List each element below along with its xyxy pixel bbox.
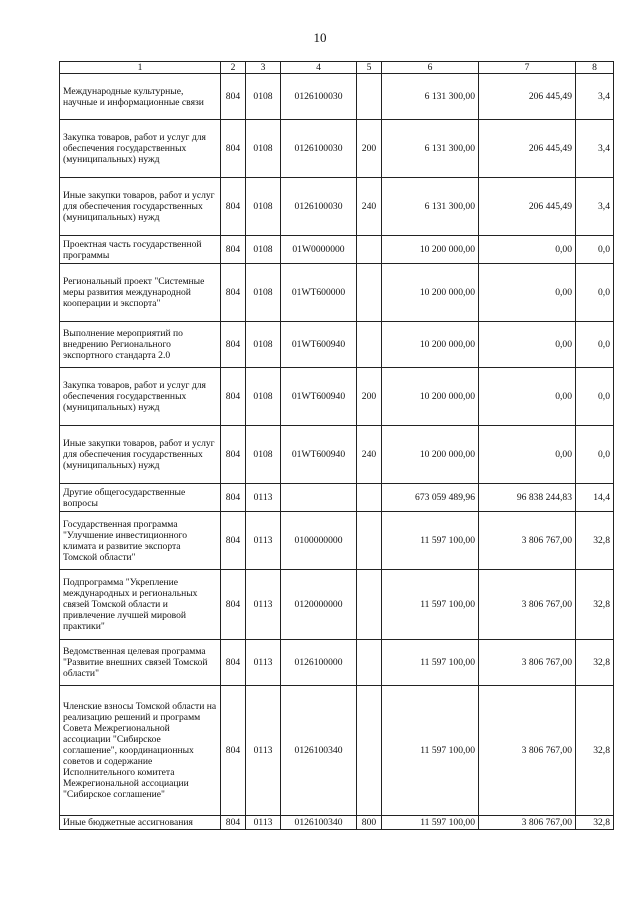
budget-table (59, 61, 614, 830)
row-code-cell: 804 (221, 178, 246, 236)
row-code-cell: 804 (221, 322, 246, 368)
row-target-cell: 0126100340 (281, 686, 357, 816)
row-name-cell: Государственная программа "Улучшение инвестиционного климата и развитие экспорта Томской области" (60, 512, 221, 570)
row-section-cell: 0108 (246, 264, 281, 322)
row-plan-cell: 10 200 000,00 (382, 322, 479, 368)
row-code-cell: 804 (221, 512, 246, 570)
row-plan-cell: 10 200 000,00 (382, 236, 479, 264)
page-number: 10 (313, 30, 327, 45)
table-row (60, 640, 614, 686)
row-section-cell: 0108 (246, 322, 281, 368)
table-row (60, 74, 614, 120)
row-target-cell: 01W0000000 (281, 236, 357, 264)
row-actual-cell: 3 806 767,00 (479, 512, 576, 570)
header-cell: 4 (281, 62, 357, 74)
row-name-cell: Иные закупки товаров, работ и услуг для обеспечения государственных (муниципальных) нужд (60, 178, 221, 236)
row-plan-cell: 10 200 000,00 (382, 426, 479, 484)
row-type-cell (357, 74, 382, 120)
table-row (60, 426, 614, 484)
row-percent-cell: 3,4 (576, 74, 614, 120)
row-target-cell: 0100000000 (281, 512, 357, 570)
row-type-cell (357, 322, 382, 368)
row-name-cell: Международные культурные, научные и информационные связи (60, 74, 221, 120)
row-actual-cell: 206 445,49 (479, 178, 576, 236)
row-actual-cell: 0,00 (479, 264, 576, 322)
row-target-cell: 01WT600000 (281, 264, 357, 322)
row-actual-cell: 3 806 767,00 (479, 570, 576, 640)
row-percent-cell: 14,4 (576, 484, 614, 512)
header-cell: 8 (576, 62, 614, 74)
row-percent-cell: 32,8 (576, 816, 614, 830)
row-name-cell: Региональный проект "Системные меры развития международной кооперации и экспорта" (60, 264, 221, 322)
row-code-cell: 804 (221, 570, 246, 640)
table-row (60, 512, 614, 570)
row-plan-cell: 10 200 000,00 (382, 264, 479, 322)
row-name-cell: Другие общегосударственные вопросы (60, 484, 221, 512)
row-percent-cell: 3,4 (576, 178, 614, 236)
row-section-cell: 0108 (246, 236, 281, 264)
row-actual-cell: 96 838 244,83 (479, 484, 576, 512)
row-section-cell: 0113 (246, 816, 281, 830)
table-row (60, 686, 614, 816)
row-plan-cell: 11 597 100,00 (382, 816, 479, 830)
row-actual-cell: 0,00 (479, 368, 576, 426)
row-actual-cell: 206 445,49 (479, 74, 576, 120)
row-actual-cell: 3 806 767,00 (479, 640, 576, 686)
row-section-cell: 0113 (246, 570, 281, 640)
row-section-cell: 0108 (246, 178, 281, 236)
row-target-cell: 01WT600940 (281, 426, 357, 484)
row-actual-cell: 0,00 (479, 322, 576, 368)
row-target-cell: 01WT600940 (281, 322, 357, 368)
row-type-cell: 200 (357, 368, 382, 426)
row-section-cell: 0113 (246, 512, 281, 570)
row-target-cell (281, 484, 357, 512)
header-cell: 7 (479, 62, 576, 74)
row-plan-cell: 11 597 100,00 (382, 640, 479, 686)
row-code-cell: 804 (221, 74, 246, 120)
table-row (60, 484, 614, 512)
row-percent-cell: 0,0 (576, 426, 614, 484)
row-plan-cell: 6 131 300,00 (382, 120, 479, 178)
table-row (60, 570, 614, 640)
row-code-cell: 804 (221, 120, 246, 178)
row-plan-cell: 6 131 300,00 (382, 178, 479, 236)
row-target-cell: 0126100000 (281, 640, 357, 686)
row-name-cell: Ведомственная целевая программа "Развитие внешних связей Томской области" (60, 640, 221, 686)
row-percent-cell: 0,0 (576, 322, 614, 368)
row-percent-cell: 0,0 (576, 368, 614, 426)
header-cell: 2 (221, 62, 246, 74)
row-code-cell: 804 (221, 816, 246, 830)
row-type-cell: 200 (357, 120, 382, 178)
row-actual-cell: 3 806 767,00 (479, 686, 576, 816)
header-cell: 1 (60, 62, 221, 74)
table-row (60, 120, 614, 178)
row-type-cell (357, 640, 382, 686)
row-percent-cell: 32,8 (576, 570, 614, 640)
row-percent-cell: 32,8 (576, 512, 614, 570)
row-actual-cell: 0,00 (479, 236, 576, 264)
row-target-cell: 0126100030 (281, 178, 357, 236)
row-type-cell: 240 (357, 426, 382, 484)
row-percent-cell: 3,4 (576, 120, 614, 178)
header-cell: 6 (382, 62, 479, 74)
row-target-cell: 0120000000 (281, 570, 357, 640)
row-section-cell: 0108 (246, 426, 281, 484)
row-name-cell: Иные бюджетные ассигнования (60, 816, 221, 830)
row-name-cell: Закупка товаров, работ и услуг для обеспечения государственных (муниципальных) нужд (60, 120, 221, 178)
row-section-cell: 0108 (246, 120, 281, 178)
table-row (60, 178, 614, 236)
row-section-cell: 0113 (246, 640, 281, 686)
row-type-cell (357, 484, 382, 512)
row-type-cell: 800 (357, 816, 382, 830)
row-actual-cell: 0,00 (479, 426, 576, 484)
row-type-cell: 240 (357, 178, 382, 236)
row-actual-cell: 206 445,49 (479, 120, 576, 178)
row-plan-cell: 11 597 100,00 (382, 512, 479, 570)
row-plan-cell: 10 200 000,00 (382, 368, 479, 426)
row-section-cell: 0113 (246, 686, 281, 816)
row-code-cell: 804 (221, 484, 246, 512)
row-plan-cell: 673 059 489,96 (382, 484, 479, 512)
row-type-cell (357, 570, 382, 640)
header-cell: 3 (246, 62, 281, 74)
row-percent-cell: 32,8 (576, 640, 614, 686)
table-row (60, 368, 614, 426)
row-section-cell: 0108 (246, 368, 281, 426)
row-code-cell: 804 (221, 368, 246, 426)
row-type-cell (357, 512, 382, 570)
header-cell: 5 (357, 62, 382, 74)
table-row (60, 322, 614, 368)
table-header-row (60, 62, 614, 74)
row-target-cell: 01WT600940 (281, 368, 357, 426)
row-section-cell: 0113 (246, 484, 281, 512)
row-type-cell (357, 236, 382, 264)
row-target-cell: 0126100030 (281, 74, 357, 120)
row-section-cell: 0108 (246, 74, 281, 120)
row-type-cell (357, 264, 382, 322)
row-percent-cell: 0,0 (576, 264, 614, 322)
row-plan-cell: 6 131 300,00 (382, 74, 479, 120)
row-name-cell: Членские взносы Томской области на реализацию решений и программ Совета Межрегиональной ассоциации "Сибирское соглашение", координационных советов и содержание Исполнительного комитета Межрегиональной ассоциации "Сибирское соглашение" (60, 686, 221, 816)
row-type-cell (357, 686, 382, 816)
row-plan-cell: 11 597 100,00 (382, 570, 479, 640)
row-percent-cell: 0,0 (576, 236, 614, 264)
row-target-cell: 0126100030 (281, 120, 357, 178)
row-plan-cell: 11 597 100,00 (382, 686, 479, 816)
table-row (60, 816, 614, 830)
row-percent-cell: 32,8 (576, 686, 614, 816)
table-row (60, 264, 614, 322)
row-name-cell: Выполнение мероприятий по внедрению Регионального экспортного стандарта 2.0 (60, 322, 221, 368)
row-code-cell: 804 (221, 640, 246, 686)
row-name-cell: Иные закупки товаров, работ и услуг для обеспечения государственных (муниципальных) нужд (60, 426, 221, 484)
table-row (60, 236, 614, 264)
row-code-cell: 804 (221, 686, 246, 816)
row-name-cell: Проектная часть государственной программы (60, 236, 221, 264)
row-code-cell: 804 (221, 264, 246, 322)
row-code-cell: 804 (221, 426, 246, 484)
row-name-cell: Подпрограмма "Укрепление международных и региональных связей Томской области и привлечение лучшей мировой практики" (60, 570, 221, 640)
row-name-cell: Закупка товаров, работ и услуг для обеспечения государственных (муниципальных) нужд (60, 368, 221, 426)
row-code-cell: 804 (221, 236, 246, 264)
row-target-cell: 0126100340 (281, 816, 357, 830)
row-actual-cell: 3 806 767,00 (479, 816, 576, 830)
